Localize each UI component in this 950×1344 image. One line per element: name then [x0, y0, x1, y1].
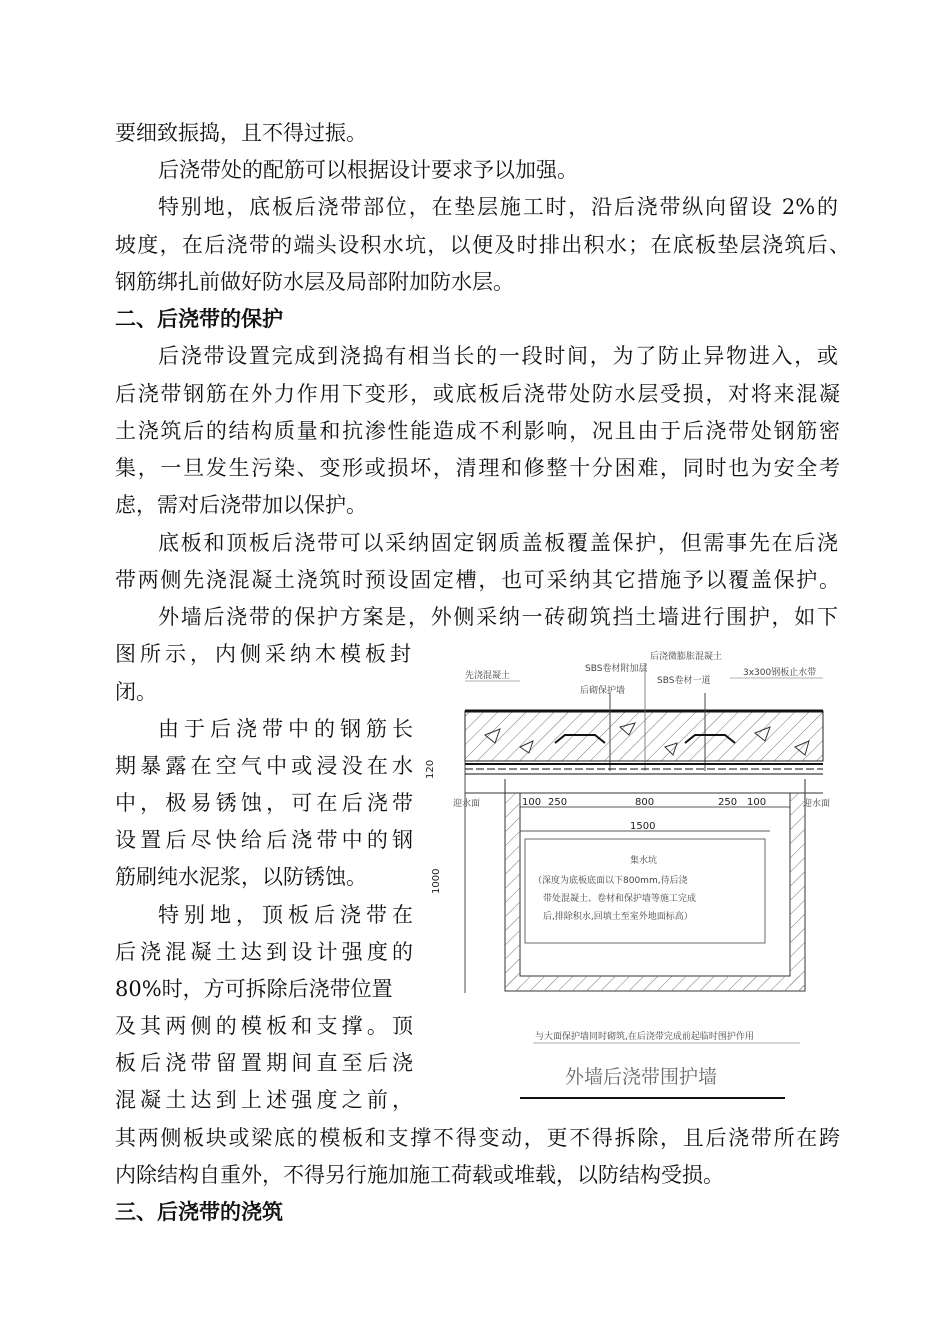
label-yingshui-right: 迎水面	[803, 799, 831, 809]
dim-100-left: 100	[522, 797, 542, 808]
text-line-8: 后浇带钢筋在外力作用下变形，或底板后浇带处防水层受损，对将来混凝	[115, 382, 840, 406]
section-heading-3: 三、后浇带的浇筑	[115, 1200, 283, 1224]
text-line-10: 集，一旦发生污染、变形或损坏，清理和修整十分困难，同时也为安全考	[115, 456, 840, 480]
text-line-17: 由于后浇带中的钢筋长	[158, 717, 413, 741]
dim-120: 120	[425, 759, 436, 779]
text-line-15: 图所示，内侧采纳木模板封	[115, 642, 411, 666]
concrete-slab	[465, 711, 823, 761]
text-line-14: 外墙后浇带的保护方案是，外侧采纳一砖砌筑挡土墙进行围护，如下	[158, 605, 838, 629]
note-line-2: 带处混凝土、卷材和保护墙等施工完成	[543, 894, 697, 904]
text-line-19: 中，极易锈蚀，可在后浇带	[115, 791, 413, 815]
text-line-28: 其两侧板块或梁底的模板和支撑不得变动，更不得拆除，且后浇带所在跨	[115, 1126, 840, 1150]
section-heading-2: 二、后浇带的保护	[115, 307, 283, 331]
pit-wall-right-hatch	[790, 793, 805, 991]
text-line-24: 80%时，方可拆除后浇带位置	[115, 977, 393, 1001]
label-bottom-note: 与大面保护墙同时砌筑,在后浇带完成前起临时围护作用	[535, 1032, 754, 1042]
note-line-1: （深度为底板底面以下800mm,待后浇	[533, 876, 688, 886]
text-line-27: 混凝土达到上述强度之前，	[115, 1088, 413, 1112]
sump-pit-box	[525, 839, 765, 943]
pit-wall-left-hatch	[505, 793, 520, 991]
dim-250-right: 250	[718, 797, 738, 808]
figure-caption: 外墙后浇带围护墙	[565, 1066, 718, 1088]
text-line-21: 筋刷纯水泥浆，以防锈蚀。	[115, 865, 367, 889]
text-line-23: 后浇混凝土达到设计强度的	[115, 940, 413, 964]
text-line-20: 设置后尽快给后浇带中的钢	[115, 828, 413, 852]
text-line-2: 后浇带处的配筋可以根据设计要求予以加强。	[158, 158, 578, 182]
label-hou-baohu: 后砌保护墙	[580, 686, 626, 696]
dim-1500: 1500	[630, 821, 656, 832]
pit-wall-bottom-hatch	[505, 976, 805, 991]
text-line-13: 带两侧先浇混凝土浇筑时预设固定槽，也可采纳其它措施予以覆盖保护。	[115, 568, 840, 592]
dim-250-left: 250	[548, 797, 568, 808]
dim-800: 800	[635, 797, 655, 808]
note-line-3: 后,排除积水,回填土至室外地面标高）	[543, 912, 693, 922]
text-line-18: 期暴露在空气中或浸没在水	[115, 754, 413, 778]
text-line-16: 闭。	[115, 680, 157, 704]
text-line-11: 虑，需对后浇带加以保护。	[115, 493, 367, 517]
text-line-1: 要细致振捣，且不得过振。	[115, 121, 367, 145]
label-sbs-yidao: SBS卷材一道	[657, 676, 711, 686]
text-line-3: 特别地，底板后浇带部位，在垫层施工时，沿后浇带纵向留设 2%的	[158, 195, 838, 219]
text-line-26: 板后浇带留置期间直至后浇	[115, 1051, 413, 1075]
text-line-7: 后浇带设置完成到浇捣有相当长的一段时间，为了防止异物进入，或	[158, 344, 838, 368]
label-houjiao-weipeng: 后浇微膨胀混凝土	[650, 652, 723, 662]
text-line-4: 坡度，在后浇带的端头设积水坑，以便及时排出积水；在底板垫层浇筑后、	[115, 233, 850, 257]
text-line-12: 底板和顶板后浇带可以采纳固定钢质盖板覆盖保护，但需事先在后浇	[158, 531, 838, 555]
label-sbs-fujia: SBS卷材附加层	[585, 664, 648, 674]
dim-1000: 1000	[431, 868, 442, 894]
text-line-5: 钢筋绑扎前做好防水层及局部附加防水层。	[115, 270, 514, 294]
label-xianjiao: 先浇混凝土	[465, 671, 511, 681]
dim-100-right: 100	[747, 797, 767, 808]
label-zhishui: 3x300钢板止水带	[743, 668, 817, 678]
wall-post-cast-strip-protection-drawing	[425, 643, 845, 1103]
label-jishuikeng: 集水坑	[630, 856, 658, 866]
label-yingshui-left: 迎水面	[453, 799, 481, 809]
text-line-22: 特别地，顶板后浇带在	[158, 903, 413, 927]
text-line-9: 土浇筑后的结构质量和抗渗性能造成不利影响，况且由于后浇带处钢筋密	[115, 419, 840, 443]
text-line-25: 及其两侧的模板和支撑。顶	[115, 1014, 413, 1038]
text-line-29: 内除结构自重外，不得另行施加施工荷载或堆载，以防结构受损。	[115, 1163, 724, 1187]
